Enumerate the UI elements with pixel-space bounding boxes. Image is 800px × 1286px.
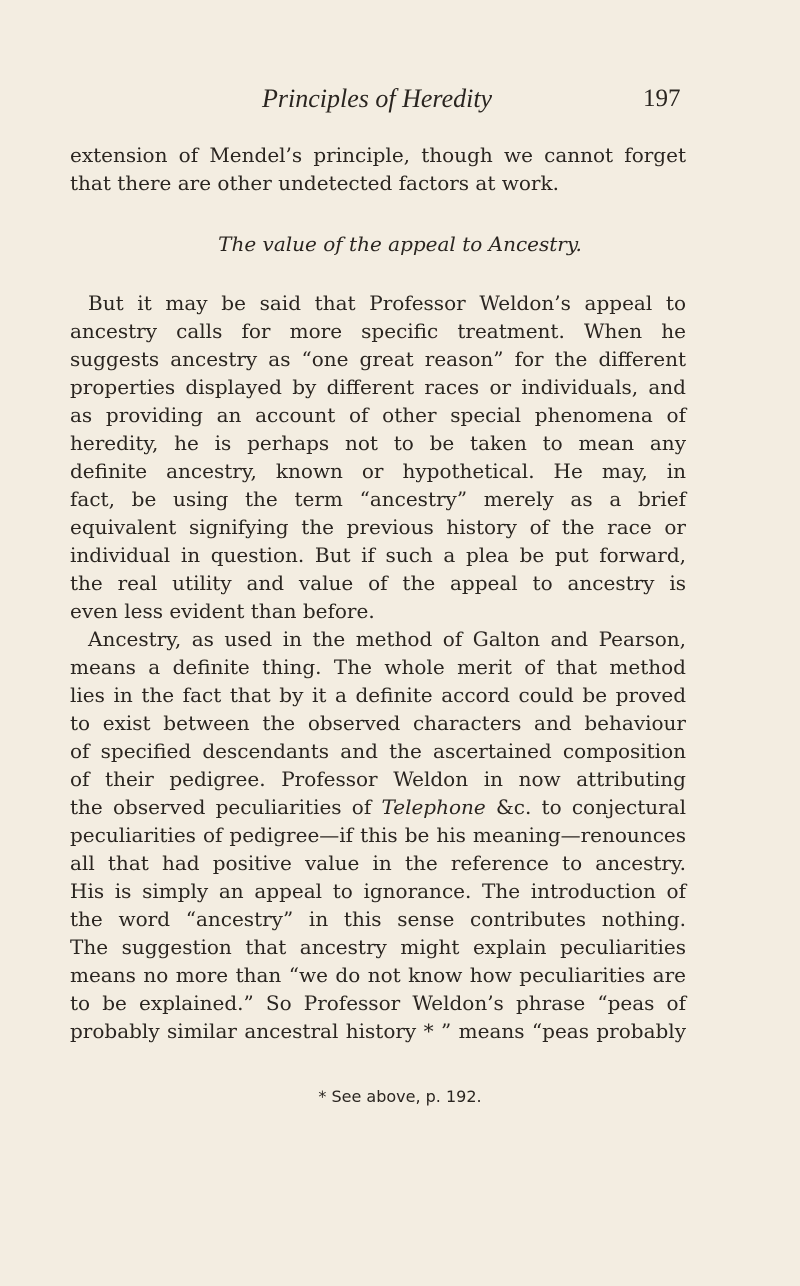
page-number: 197 (643, 85, 681, 112)
text-line: heredity, he is perhaps not to be taken to mean any (70, 431, 686, 455)
text-line: suggests ancestry as “one great reason” for the different (70, 347, 686, 371)
footnote: * See above, p. 192. (318, 1087, 482, 1106)
text-line: the observed peculiarities of Telephone &c. to conjectural (70, 795, 687, 819)
text-line: means a definite thing. The whole merit of that method (70, 655, 686, 679)
text-line: But it may be said that Professor Weldon’s appeal to (88, 291, 686, 315)
running-title: Principles of Heredity (262, 84, 493, 113)
text-line: to exist between the observed characters and behaviour (70, 711, 686, 735)
text-line: the real utility and value of the appeal to ancestry is (70, 571, 686, 595)
text-line: as providing an account of other special phenomena of (70, 403, 686, 427)
text-line: properties displayed by different races or individuals, and (70, 375, 686, 399)
text-line: Ancestry, as used in the method of Galton and Pearson, (88, 627, 686, 651)
text-line: extension of Mendel’s principle, though we cannot forget (70, 143, 686, 167)
text-line: equivalent signifying the previous history of the race or (70, 515, 686, 539)
text-line: ancestry calls for more specific treatment. When he (70, 319, 686, 343)
text-line: all that had positive value in the reference to ancestry. (70, 851, 686, 875)
section-heading: The value of the appeal to Ancestry. (218, 232, 582, 256)
text-line: of their pedigree. Professor Weldon in now attributing (70, 767, 686, 791)
running-head (0, 84, 800, 124)
text-line: that there are other undetected factors at work. (70, 171, 559, 195)
text-line: peculiarities of pedigree—if this be his meaning—renounces (70, 823, 686, 847)
text-line: definite ancestry, known or hypothetical. He may, in (70, 459, 686, 483)
text-line: fact, be using the term “ancestry” merely as a brief (70, 487, 686, 511)
text-line: probably similar ancestral history * ” means “peas probably (70, 1019, 686, 1043)
text-line: even less evident than before. (70, 599, 375, 623)
text-line: individual in question. But if such a plea be put forward, (70, 543, 686, 567)
text-line: to be explained.” So Professor Weldon’s phrase “peas of (70, 991, 686, 1015)
italic-word: Telephone (381, 795, 486, 819)
text-line: of specified descendants and the ascertained composition (70, 739, 686, 763)
text-line: His is simply an appeal to ignorance. The introduction of (70, 879, 686, 903)
text-line: the word “ancestry” in this sense contributes nothing. (70, 907, 686, 931)
text-line: lies in the fact that by it a definite accord could be proved (70, 683, 686, 707)
text-line: means no more than “we do not know how peculiarities are (70, 963, 686, 987)
text-line: The suggestion that ancestry might explain peculiarities (70, 935, 686, 959)
